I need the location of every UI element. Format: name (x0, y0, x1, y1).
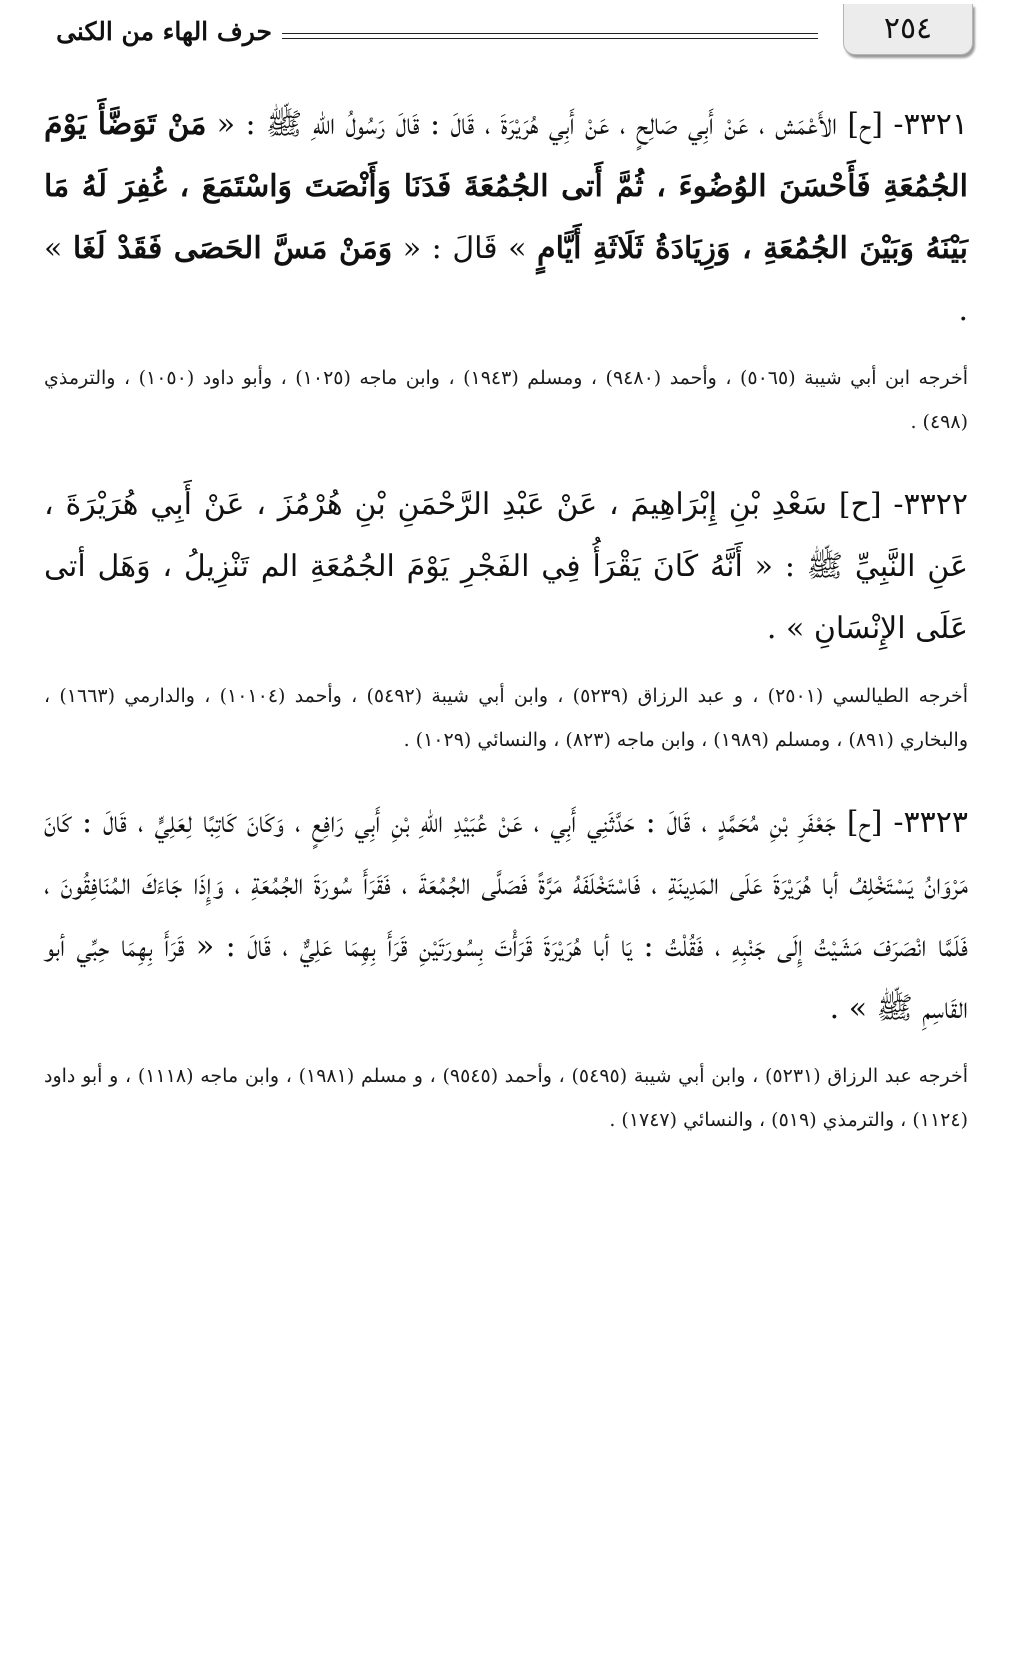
page-header (0, 0, 1010, 80)
chapter-title: حرف الهاء من الكنى (56, 17, 272, 46)
hadith-3323 (44, 792, 968, 1142)
hadith-takhrij: أخرجه ابن أبي شيبة (٥٠٦٥) ، وأحمد (٩٤٨٠) ، ومسلم (١٩٤٣) ، وابن ماجه (١٠٢٥) ، وأبو داود (١٠٥٠) ، والترمذي (٤٩٨) . (44, 367, 968, 433)
hadith-number: ٣٣٢٣- (893, 805, 968, 840)
hadith-connector: » قَالَ : « (392, 231, 538, 266)
hadith-body: [ح] جَعْفَرِ بْنِ مُحَمَّدٍ ، قَالَ : حَدَّثَنِي أَبِي ، عَنْ عُبَيْدِ اللهِ بْنِ أَبِي رَافِعٍ ، وَكَانَ كَاتِبًا لِعَلِيٍّ ، قَالَ : كَانَ مَرْوَانُ يَسْتَخْلِفُ أبا هُرَيْرَةَ عَلَى المَدِينَةِ ، فَاسْتَخْلَفَهُ مَرَّةً فَصَلَّى الجُمُعَةَ ، فَقَرَأَ سُورَةَ الجُمُعَةِ ، وَإِذَا جَاءَكَ المُنَافِقُونَ ، فَلَمَّا انْصَرَفَ مَشَيْتُ إِلَى جَنْبِهِ ، فَقُلْتُ : يَا أبا هُرَيْرَةَ قَرَأْتَ بِسُورَتَيْنِ قَرَأَ بِهِمَا عَلِيٌّ ، قَالَ : « قَرَأَ بِهِمَا حِبِّي أبو القَاسِمِ ﷺ » . (44, 805, 968, 1026)
hadith-body: [ح] سَعْدِ بْنِ إِبْرَاهِيمَ ، عَنْ عَبْدِ الرَّحْمَنِ بْنِ هُرْمُزَ ، عَنْ أَبِي هُرَيْرَةَ ، عَنِ النَّبِيِّ ﷺ : « أَنَّهُ كَانَ يَقْرَأُ فِي الفَجْرِ يَوْمَ الجُمُعَةِ الم تَنْزِيلُ ، وَهَل أتى عَلَى الإِنْسَانِ » . (44, 487, 968, 646)
hadith-matn-2: وَمَنْ مَسَّ الحَصَى فَقَدْ لَغَا (72, 231, 393, 266)
hadith-number: ٣٣٢١- (893, 107, 968, 142)
hadith-takhrij: أخرجه الطيالسي (٢٥٠١) ، و عبد الرزاق (٥٢٣٩) ، وابن أبي شيبة (٥٤٩٢) ، وأحمد (١٠١٠٤) ، والدارمي (١٦٦٣) ، والبخاري (٨٩١) ، ومسلم (١٩٨٩) ، وابن ماجه (٨٢٣) ، والنسائي (١٠٢٩) . (44, 685, 969, 751)
hadith-isnad: [ح] الأَعْمَش ، عَنْ أَبِي صَالِحٍ ، عَنْ أَبِي هُرَيْرَةَ ، قَالَ : قَالَ رَسُولُ اللهِ ﷺ : « (206, 107, 894, 142)
hadith-3322 (44, 474, 968, 762)
hadith-matn: مَنْ تَوَضَّأَ يَوْمَ الجُمُعَةِ فَأَحْسَنَ الوُضُوءَ ، ثُمَّ أَتى الجُمُعَةَ فَدَنَا وَأَنْصَتَ وَاسْتَمَعَ ، غُفِرَ لَهُ مَا بَيْنَهُ وَبَيْنَ الجُمُعَةِ ، وَزِيَادَةُ ثَلَاثَةِ أَيَّامٍ (44, 107, 968, 266)
hadith-3321 (44, 94, 968, 444)
hadith-number: ٣٣٢٢- (893, 487, 968, 522)
hadith-text (44, 792, 968, 1040)
page-number: ٢٥٤ (843, 4, 973, 55)
hadith-text (44, 94, 968, 342)
header-divider (282, 33, 818, 39)
page-content (44, 94, 968, 1142)
hadith-text (44, 474, 968, 660)
hadith-takhrij: أخرجه عبد الرزاق (٥٢٣١) ، وابن أبي شيبة (٥٤٩٥) ، وأحمد (٩٥٤٥) ، و مسلم (١٩٨١) ، وابن ماجه (١١١٨) ، و أبو داود (١١٢٤) ، والترمذي (٥١٩) ، والنسائي (١٧٤٧) . (44, 1065, 969, 1131)
hadith-end: » . (44, 231, 968, 328)
